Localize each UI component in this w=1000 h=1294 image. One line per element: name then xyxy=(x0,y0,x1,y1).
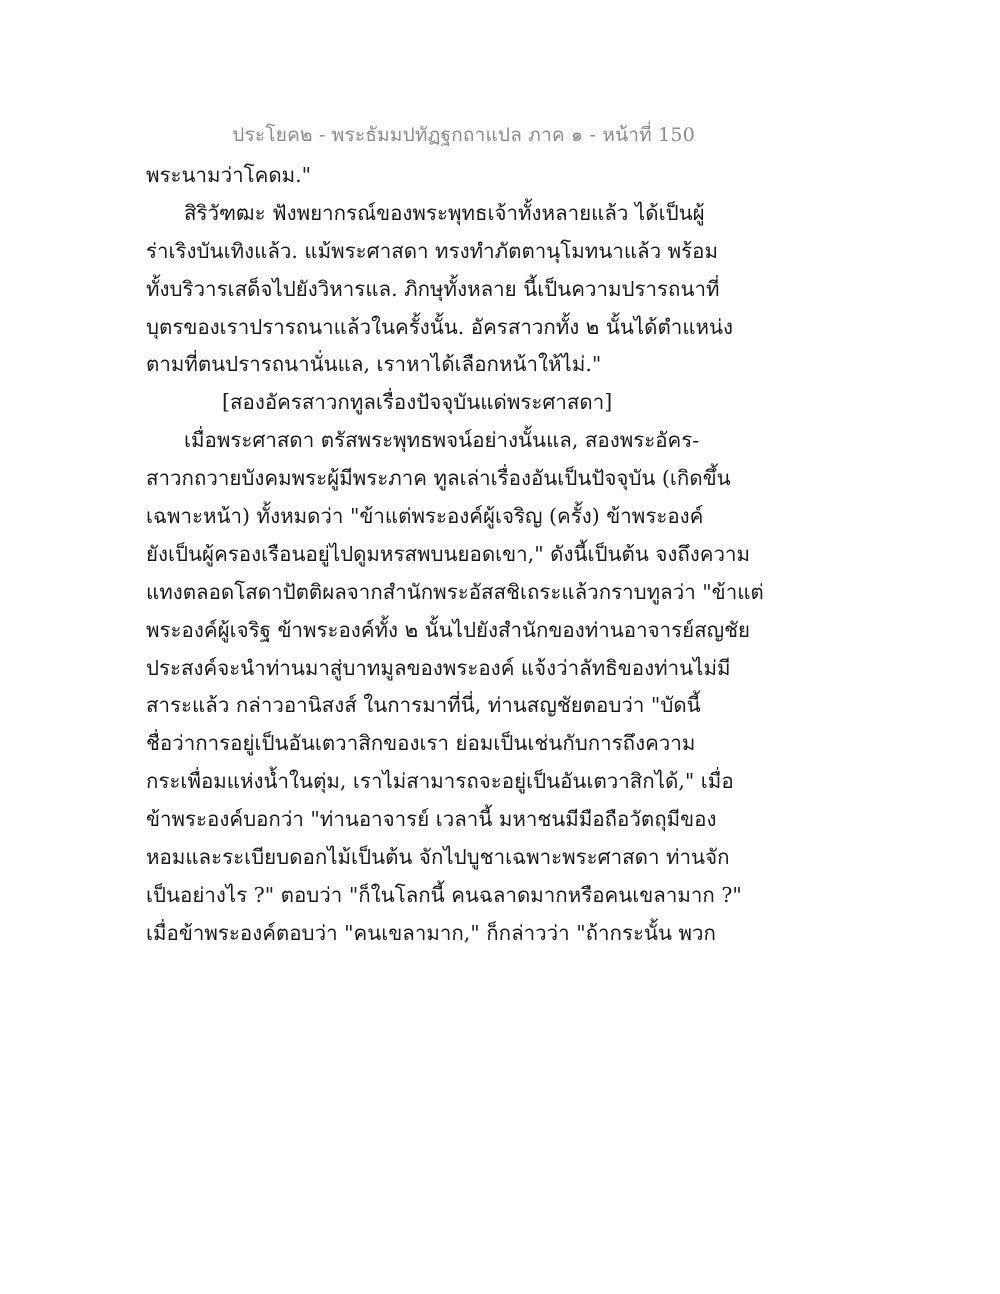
text-line: แทงตลอดโสดาปัตติผลจากสำนักพระอัสสชิเถระแล้วกราบทูลว่า "ข้าแต่ xyxy=(146,579,764,604)
text-line: บุตรของเราปรารถนาแล้วในครั้งนั้น. อัครสาวกทั้ง ๒ นั้นได้ตำแหน่ง xyxy=(146,314,734,339)
text-line: สิริวัฑฒะ ฟังพยากรณ์ของพระพุทธเจ้าทั้งหลายแล้ว ได้เป็นผู้ xyxy=(184,200,705,225)
text-line: ชื่อว่าการอยู่เป็นอันเตวาสิกของเรา ย่อมเป็นเช่นกับการถึงความ xyxy=(146,731,696,756)
text-line: หอมและระเบียบดอกไม้เป็นต้น จักไปบูชาเฉพาะพระศาสดา ท่านจัก xyxy=(146,845,730,870)
text-line: ยังเป็นผู้ครองเรือนอยู่ไปดูมหรสพบนยอดเขา," ดังนี้เป็นต้น จงถึงความ xyxy=(146,541,751,566)
text-line: พระนามว่าโคดม." xyxy=(146,163,312,187)
text-line: ตามที่ตนปรารถนานั่นแล, เราหาได้เลือกหน้าให้ไม่." xyxy=(146,352,602,377)
text-line: เฉพาะหน้า) ทั้งหมดว่า "ข้าแต่พระองค์ผู้เจริญ (ครั้ง) ข้าพระองค์ xyxy=(146,504,704,529)
section-heading: [สองอัครสาวกทูลเรื่องปัจจุบันแด่พระศาสดา] xyxy=(222,390,613,415)
text-line: เมื่อข้าพระองค์ตอบว่า "คนเขลามาก," ก็กล่าวว่า "ถ้ากระนั้น พวก xyxy=(146,920,716,945)
text-line: ประสงค์จะนำท่านมาสู่บาทมูลของพระองค์ แจ้งว่าลัทธิของท่านไม่มี xyxy=(146,655,731,680)
text-line: เป็นอย่างไร ?" ตอบว่า "ก็ในโลกนี้ คนฉลาดมากหรือคนเขลามาก ?" xyxy=(146,882,742,907)
text-line: เมื่อพระศาสดา ตรัสพระพุทธพจน์อย่างนั้นแล, สองพระอัคร- xyxy=(184,428,700,453)
text-line: ข้าพระองค์บอกว่า "ท่านอาจารย์ เวลานี้ มหาชนมีมือถือวัตถุมีของ xyxy=(146,807,717,832)
body-text xyxy=(146,157,764,953)
text-line: ทั้งบริวารเสด็จไปยังวิหารแล. ภิกษุทั้งหลาย นี้เป็นความปรารถนาที่ xyxy=(146,276,720,301)
text-line: ร่าเริงบันเทิงแล้ว. แม้พระศาสดา ทรงทำภัตตานุโมทนาแล้ว พร้อม xyxy=(146,238,718,263)
page-header: ประโยค๒ - พระธัมมปทัฏฐกถาแปล ภาค ๑ - หน้าที่ 150 xyxy=(232,124,695,146)
text-line: สาระแล้ว กล่าวอานิสงส์ ในการมาที่นี่, ท่านสญชัยตอบว่า "บัดนี้ xyxy=(146,693,701,718)
text-line: สาวกถวายบังคมพระผู้มีพระภาค ทูลเล่าเรื่องอันเป็นปัจจุบัน (เกิดขึ้น xyxy=(146,466,731,491)
text-line: พระองค์ผู้เจริฐ ข้าพระองค์ทั้ง ๒ นั้นไปยังสำนักของท่านอาจารย์สญชัย xyxy=(146,617,751,642)
text-line: กระเพื่อมแห่งน้ำในตุ่ม, เราไม่สามารถจะอยู่เป็นอันเตวาสิกได้," เมื่อ xyxy=(146,769,734,794)
